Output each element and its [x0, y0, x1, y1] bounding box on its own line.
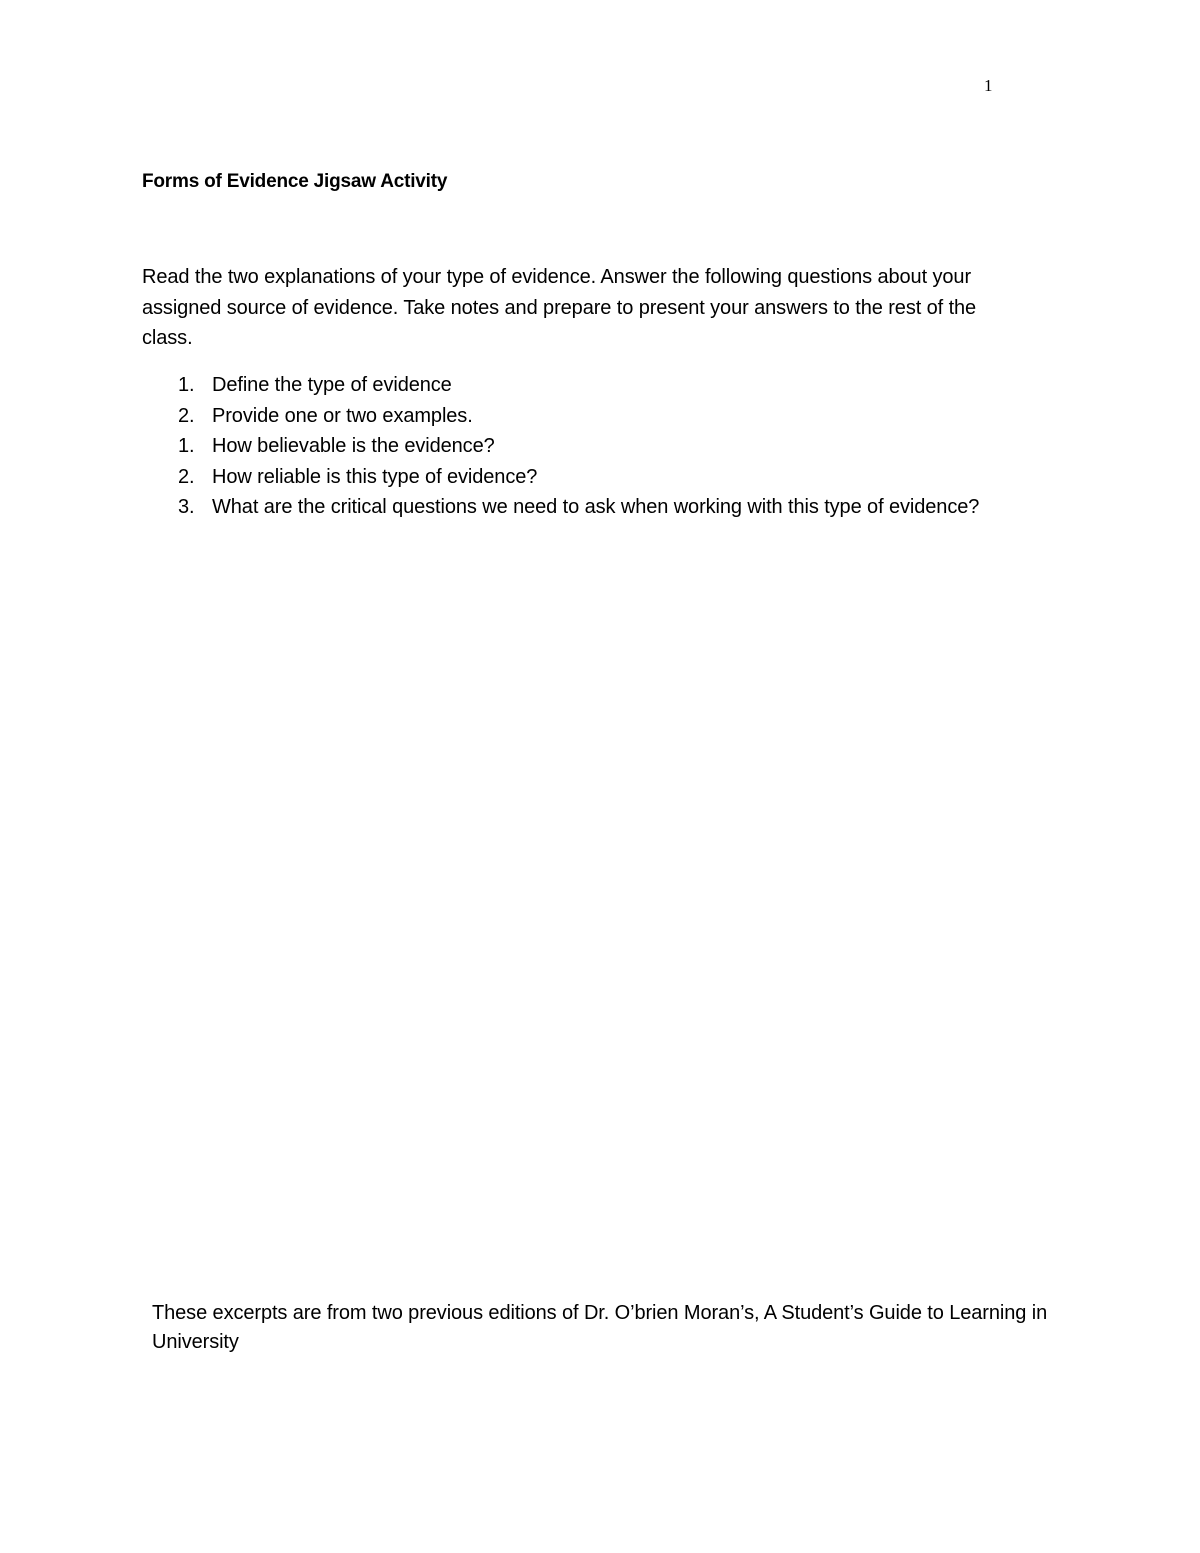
- question-list: [142, 370, 1002, 523]
- list-item-number: 1.: [178, 374, 195, 396]
- list-item-number: 2.: [178, 465, 195, 488]
- list-item: [142, 370, 1002, 401]
- list-item: [142, 431, 1002, 462]
- list-item-number: 3.: [178, 496, 195, 518]
- list-item-number: 2.: [178, 404, 195, 427]
- list-item: [142, 462, 1002, 493]
- list-item-text: How believable is the evidence?: [212, 435, 495, 457]
- instructions-paragraph: Read the two explanations of your type of evidence. Answer the following questions about your assigned source of evidence. Take notes and prepare to present your answers to the rest of the class.: [142, 266, 977, 349]
- list-item: [142, 401, 1002, 432]
- document-title: Forms of Evidence Jigsaw Activity: [142, 171, 448, 192]
- list-item-text: Define the type of evidence: [212, 374, 452, 396]
- list-item-number: 1.: [178, 435, 195, 457]
- list-item-text: How reliable is this type of evidence?: [212, 465, 538, 488]
- page-number: 1: [984, 76, 993, 95]
- list-item-text: Provide one or two examples.: [212, 404, 473, 427]
- list-item-text: What are the critical questions we need to ask when working with this type of evidence?: [212, 496, 980, 518]
- list-item: [142, 492, 1002, 523]
- source-note: These excerpts are from two previous editions of Dr. O’brien Moran’s, A Student’s Guide to Learning in University: [152, 1302, 1048, 1353]
